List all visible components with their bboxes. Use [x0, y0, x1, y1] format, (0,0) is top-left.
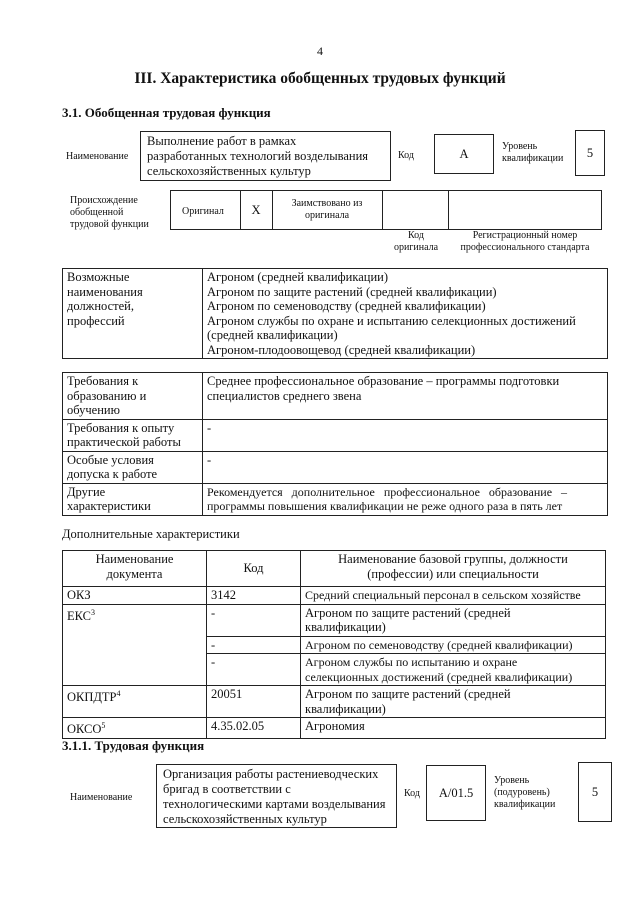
- name-line: квалификации): [305, 701, 386, 716]
- requirement-value: [203, 451, 608, 483]
- requirement-value-line: Среднее профессиональное образование – программы подготовки: [207, 374, 560, 388]
- extra-row-okpdtr: [63, 686, 606, 718]
- tf-code-label: Код: [404, 788, 420, 799]
- header-group: [301, 551, 606, 587]
- origin-regnum-caption: [448, 230, 602, 254]
- requirement-value: [203, 373, 608, 420]
- requirement-label-line: характеристики: [67, 499, 151, 513]
- requirement-label-line: Особые условия: [67, 452, 154, 467]
- requirement-label: [63, 483, 203, 515]
- extra-heading: Дополнительные характеристики: [62, 527, 240, 541]
- positions-label-line: профессий: [67, 313, 125, 328]
- origin-label: [70, 195, 149, 231]
- requirement-value-line: специалистов среднего звена: [207, 388, 362, 403]
- origin-borrowed-label: [274, 198, 380, 222]
- requirement-row-conditions: [63, 451, 608, 483]
- requirement-row-other: [63, 483, 608, 515]
- position-item: Агроном по семеноводству (средней квалификации): [207, 299, 486, 313]
- extra-header-row: [63, 551, 606, 587]
- tf-code-box: A/01.5: [426, 765, 486, 821]
- positions-label-line: наименования: [67, 284, 143, 299]
- name-line: Агроном службы по испытанию и охране: [305, 655, 518, 669]
- name-cell: [301, 654, 606, 686]
- requirements-table: [62, 372, 608, 516]
- origin-label-line: Происхождение: [70, 195, 138, 206]
- requirement-value: [203, 419, 608, 451]
- requirement-label-line: обучению: [67, 403, 120, 417]
- position-item: (средней квалификации): [207, 328, 338, 342]
- gtf-name-line: сельскохозяйственных культур: [147, 164, 311, 178]
- requirement-label-line: Другие: [67, 484, 106, 499]
- gtf-level-label: [502, 141, 563, 165]
- gtf-level-label-line: Уровень: [502, 141, 538, 152]
- origin-original-mark: X: [251, 203, 261, 217]
- name-cell: Средний специальный персонал в сельском хозяйстве: [301, 587, 606, 605]
- tf-heading: 3.1.1. Трудовая функция: [62, 738, 205, 753]
- tf-level-label: [494, 775, 555, 811]
- doc-text: ОКСО: [67, 722, 102, 737]
- gtf-level-box: 5: [575, 130, 605, 176]
- extra-row-eks-1: [63, 604, 606, 636]
- origin-code-caption: [384, 230, 448, 254]
- origin-borrowed-line: Заимствовано из: [291, 198, 363, 209]
- name-line: Агроном по защите растений (средней: [305, 687, 511, 701]
- extra-row-okso: [63, 718, 606, 739]
- tf-level-label-line: Уровень: [494, 775, 530, 786]
- tf-name-line: бригад в соответствии с: [163, 782, 291, 796]
- origin-code-caption-line: оригинала: [393, 242, 439, 253]
- header-group-line: (профессии) или специальности: [367, 566, 539, 581]
- gtf-code-label: Код: [398, 150, 414, 161]
- tf-name-box: [156, 764, 397, 828]
- name-cell: Агрономия: [301, 718, 606, 739]
- requirement-value-line: -: [207, 452, 212, 467]
- requirement-label-line: Требования к опыту: [67, 420, 175, 435]
- gtf-name-label: Наименование: [66, 151, 129, 162]
- requirement-row-experience: [63, 419, 608, 451]
- name-cell: [301, 604, 606, 636]
- header-doc-line: Наименование: [95, 552, 174, 566]
- code-cell: 3142: [207, 587, 301, 605]
- origin-borrowed-line: оригинала: [304, 210, 350, 221]
- requirement-label: [63, 451, 203, 483]
- origin-regnum-caption-line: профессионального стандарта: [460, 242, 590, 253]
- tf-name-line: технологическими картами возделывания: [163, 797, 386, 811]
- position-item: Агроном по защите растений (средней квалификации): [207, 284, 497, 299]
- requirement-label-line: образованию и: [67, 388, 147, 403]
- requirement-label-line: допуска к работе: [67, 467, 158, 481]
- origin-label-line: обобщенной: [70, 207, 124, 218]
- doc-text: ЕКС: [67, 608, 91, 623]
- page-number: 4: [317, 44, 323, 58]
- doc-cell: [63, 718, 207, 739]
- gtf-code-box: А: [434, 134, 494, 174]
- name-line: Агроном по защите растений (средней: [305, 605, 511, 620]
- positions-label-cell: [63, 269, 203, 359]
- header-code: Код: [207, 551, 301, 587]
- tf-name-label: Наименование: [70, 792, 133, 803]
- tf-name-line: сельскохозяйственных культур: [163, 812, 327, 826]
- position-item: Агроном-плодоовощевод (средней квалификации): [207, 342, 476, 357]
- position-item: Агроном (средней квалификации): [207, 270, 388, 284]
- requirement-value-line: -: [207, 420, 212, 435]
- doc-cell: [63, 604, 207, 686]
- positions-list-cell: [203, 269, 608, 359]
- code-cell: 4.35.02.05: [207, 718, 301, 739]
- doc-cell: [63, 686, 207, 718]
- header-group-line: Наименование базовой группы, должности: [338, 552, 568, 566]
- origin-original-label: Оригинал: [182, 206, 224, 217]
- doc-cell: ОКЗ: [63, 587, 207, 605]
- code-cell: -: [207, 604, 301, 636]
- origin-label-line: трудовой функции: [70, 219, 149, 230]
- header-doc-line: документа: [106, 566, 163, 581]
- gtf-name-line: Выполнение работ в рамках: [147, 134, 297, 148]
- footnote-mark: 5: [101, 721, 106, 730]
- requirement-label-line: Требования к: [67, 374, 139, 388]
- tf-level-label-line: (подуровень): [494, 787, 550, 798]
- code-cell: -: [207, 636, 301, 654]
- code-cell: -: [207, 654, 301, 686]
- extra-table: [62, 550, 606, 739]
- position-item: Агроном службы по охране и испытанию селекционных достижений: [207, 313, 576, 328]
- doc-text: ОКПДТР: [67, 690, 117, 705]
- requirement-row-education: [63, 373, 608, 420]
- requirement-label: [63, 419, 203, 451]
- origin-box: [170, 190, 602, 230]
- name-line: селекционных достижений (средней квалификации): [305, 669, 573, 684]
- header-doc: [63, 551, 207, 587]
- footnote-mark: 4: [116, 689, 121, 698]
- requirement-value-line: Рекомендуется дополнительное профессиональное образование –: [207, 484, 568, 499]
- positions-label-line: Возможные: [67, 270, 130, 284]
- tf-level-label-line: квалификации: [494, 799, 556, 810]
- origin-regnum-caption-line: Регистрационный номер: [472, 230, 578, 241]
- gtf-name-line: разработанных технологий возделывания: [147, 149, 369, 163]
- requirement-label-line: практической работы: [67, 435, 181, 449]
- requirement-label: [63, 373, 203, 420]
- requirement-value: [203, 483, 608, 515]
- footnote-mark: 3: [91, 607, 95, 617]
- origin-code-caption-line: Код: [408, 230, 424, 241]
- gtf-heading: 3.1. Обобщенная трудовая функция: [62, 105, 271, 120]
- tf-name-line: Организация работы растениеводческих: [163, 767, 379, 781]
- code-cell: 20051: [207, 686, 301, 718]
- name-line: квалификации): [305, 620, 386, 634]
- positions-label-line: должностей,: [67, 299, 134, 313]
- requirement-value-line: программы повышения квалификации не реже одного раза в пять лет: [207, 499, 563, 513]
- tf-level-box: 5: [578, 762, 612, 822]
- name-cell: Агроном по семеноводству (средней квалификации): [301, 636, 606, 654]
- gtf-level-label-line: квалификации: [502, 153, 564, 164]
- gtf-name-box: [140, 131, 391, 181]
- section-title: III. Характеристика обобщенных трудовых функций: [134, 70, 506, 87]
- name-cell: [301, 686, 606, 718]
- extra-row-okz: [63, 587, 606, 605]
- positions-table: [62, 268, 608, 359]
